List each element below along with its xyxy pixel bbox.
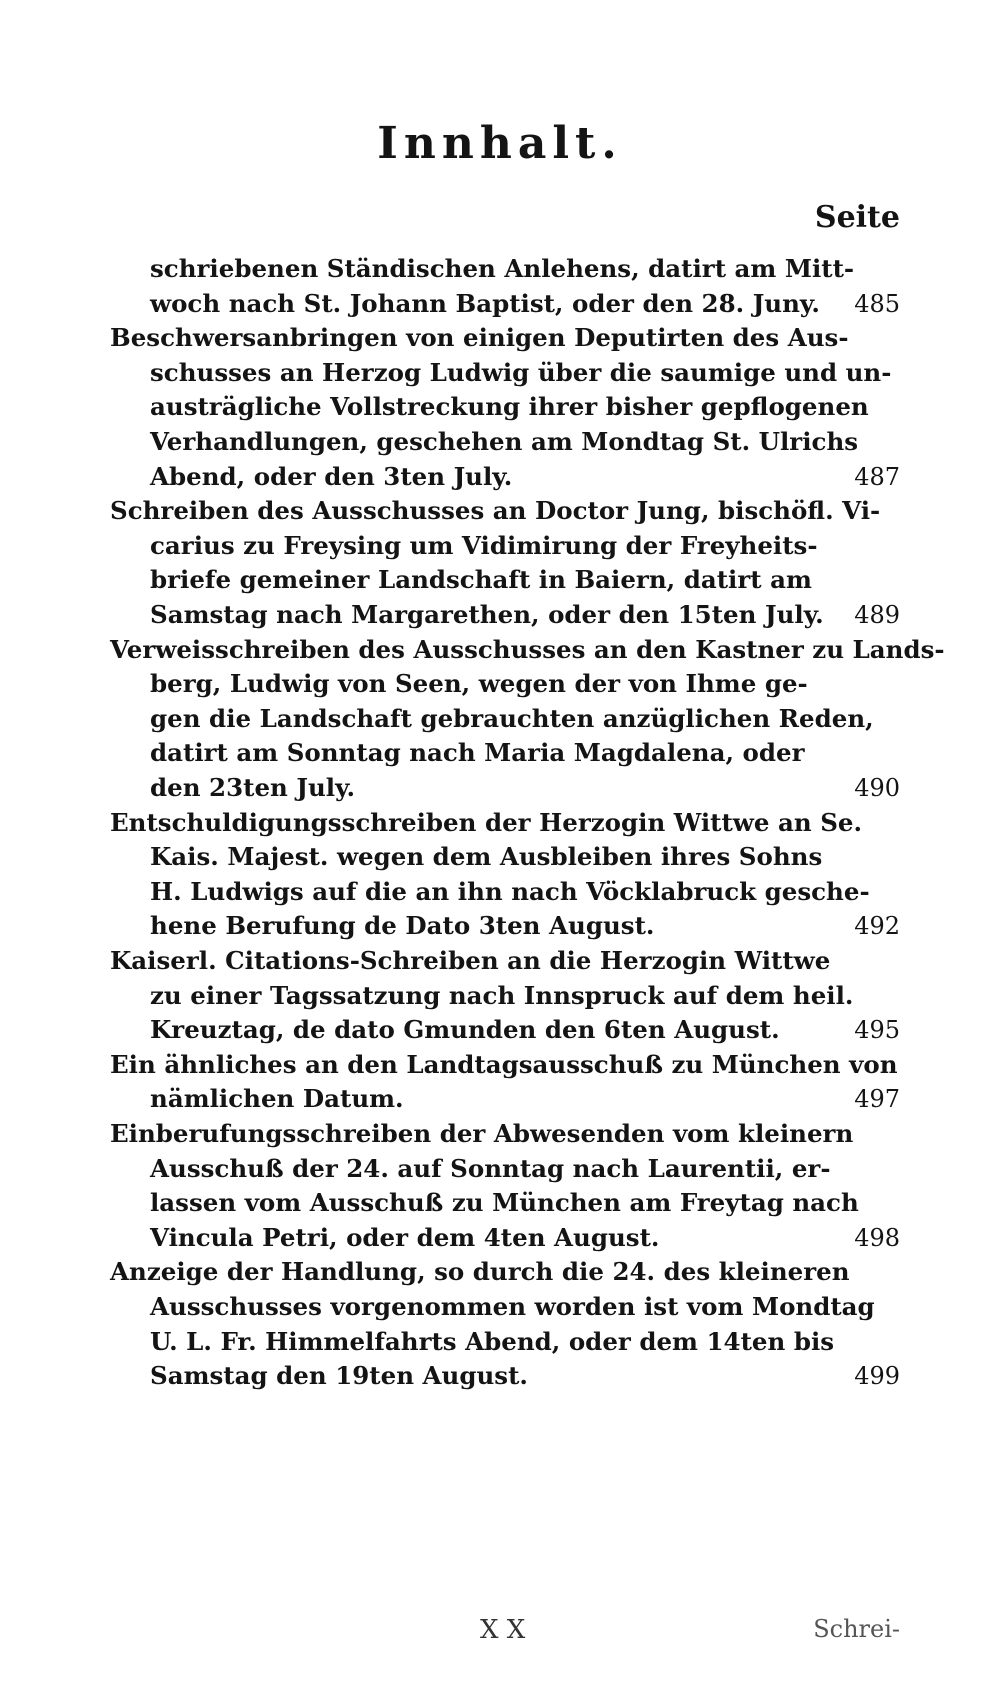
toc-line	[0, 909, 1000, 943]
toc-entry-text: den 23ten July.	[150, 773, 356, 802]
toc-entry-text: Entschuldigungsschreiben der Herzogin Wittwe an Se.	[110, 807, 863, 837]
toc-entry-text: zu einer Tagssatzung nach Innspruck auf dem heil.	[150, 980, 854, 1010]
toc-page-number: 499	[854, 1362, 900, 1391]
toc-line	[0, 1152, 1000, 1186]
toc-line	[0, 1013, 1000, 1047]
toc-entry-text: datirt am Sonntag nach Maria Magdalena, oder	[150, 738, 805, 768]
toc-line	[0, 563, 1000, 597]
toc-entry-text: gen die Landschaft gebrauchten anzüglichen Reden,	[150, 703, 874, 733]
toc-line	[0, 252, 1000, 286]
toc-entry-text: H. Ludwigs auf die an ihn nach Vöcklabruck gesche-	[150, 876, 870, 906]
toc-entry-text: U. L. Fr. Himmelfahrts Abend, oder dem 14ten bis	[150, 1326, 835, 1356]
toc-entry-text: berg, Ludwig von Seen, wegen der von Ihme ge-	[150, 669, 808, 699]
toc-entry-text: Kais. Majest. wegen dem Ausbleiben ihres Sohns	[150, 842, 823, 872]
toc-line	[0, 1359, 1000, 1393]
toc-entry-text: lassen vom Ausschuß zu München am Freytag nach	[150, 1188, 859, 1218]
toc-line	[0, 1255, 1000, 1289]
toc-line	[0, 1325, 1000, 1359]
toc-line	[0, 840, 1000, 874]
toc-page-number: 495	[854, 1016, 900, 1045]
toc-entry-text: schusses an Herzog Ludwig über die saumige und un-	[150, 357, 892, 387]
toc-entry-text: Verhandlungen, geschehen am Mondtag St. Ulrichs	[150, 427, 859, 456]
toc-entry-text: Ausschusses vorgenommen worden ist vom Mondtag	[150, 1292, 875, 1321]
toc-line	[0, 667, 1000, 701]
toc-entry-text: austrägliche Vollstreckung ihrer bisher gepflogenen	[150, 392, 869, 422]
toc-line	[0, 1082, 1000, 1116]
toc-line	[0, 979, 1000, 1013]
toc-entry-text: Kaiserl. Citations-Schreiben an die Herzogin Wittwe	[110, 946, 831, 975]
toc-line	[0, 1186, 1000, 1220]
toc-line	[0, 806, 1000, 840]
toc-page-number: 487	[854, 462, 900, 491]
toc-entry-text: Kreuztag, de dato Gmunden den 6ten August.	[150, 1015, 780, 1045]
toc-entry-text: Samstag den 19ten August.	[150, 1361, 528, 1391]
toc-line	[0, 356, 1000, 390]
toc-line	[0, 944, 1000, 978]
toc-line	[0, 287, 1000, 321]
toc-entry-text: Verweisschreiben des Ausschusses an den Kastner zu Lands-	[110, 634, 945, 664]
toc-line	[0, 598, 1000, 632]
signature-mark: X X	[480, 1615, 526, 1645]
catchword: Schrei-	[813, 1615, 900, 1643]
toc-entry-text: Vincula Petri, oder dem 4ten August.	[150, 1222, 660, 1252]
page-column-header: Seite	[814, 200, 900, 235]
toc-entry-text: Ein ähnliches an den Landtagsausschuß zu München von	[110, 1049, 898, 1079]
toc-entry-text: Anzeige der Handlung, so durch die 24. des kleineren	[110, 1257, 850, 1287]
toc-entry-text: Beschwersanbringen von einigen Deputirten des Aus-	[110, 323, 849, 353]
toc-line	[0, 529, 1000, 563]
toc-line	[0, 1221, 1000, 1255]
toc-line	[0, 390, 1000, 424]
toc-entry-text: Ausschuß der 24. auf Sonntag nach Laurentii, er-	[150, 1153, 831, 1183]
toc-page-number: 485	[854, 289, 900, 318]
toc-line	[0, 1290, 1000, 1324]
toc-line	[0, 1048, 1000, 1082]
toc-line	[0, 321, 1000, 355]
toc-page-number: 498	[854, 1223, 900, 1252]
toc-page-number: 497	[854, 1085, 900, 1114]
toc-line	[0, 771, 1000, 805]
toc-page-number: 490	[854, 774, 900, 802]
toc-line	[0, 736, 1000, 770]
toc-line	[0, 875, 1000, 909]
toc-entry-text: hene Berufung de Dato 3ten August.	[150, 911, 655, 941]
toc-line	[0, 633, 1000, 667]
toc-page-number: 492	[854, 912, 900, 941]
toc-line	[0, 494, 1000, 528]
toc-line	[0, 425, 1000, 459]
toc-entry-text: schriebenen Ständischen Anlehens, datirt am Mitt-	[150, 254, 855, 283]
page-title: Innhalt.	[377, 118, 623, 169]
toc-line	[0, 702, 1000, 736]
toc-entry-text: nämlichen Datum.	[150, 1084, 404, 1114]
toc-entry-text: carius zu Freysing um Vidimirung der Freyheits-	[150, 530, 818, 560]
toc-entry-text: Einberufungsschreiben der Abwesenden vom kleinern	[110, 1119, 854, 1148]
toc-line	[0, 1117, 1000, 1151]
toc-entry-text: woch nach St. Johann Baptist, oder den 28. Juny.	[150, 288, 820, 318]
toc-page-number: 489	[854, 601, 900, 629]
toc-entry-text: briefe gemeiner Landschaft in Baiern, datirt am	[150, 565, 812, 595]
toc-entry-text: Schreiben des Ausschusses an Doctor Jung, bischöfl. Vi-	[110, 496, 881, 526]
toc-line	[0, 460, 1000, 494]
toc-entry-text: Samstag nach Margarethen, oder den 15ten July.	[150, 600, 824, 629]
toc-entry-text: Abend, oder den 3ten July.	[150, 461, 513, 491]
